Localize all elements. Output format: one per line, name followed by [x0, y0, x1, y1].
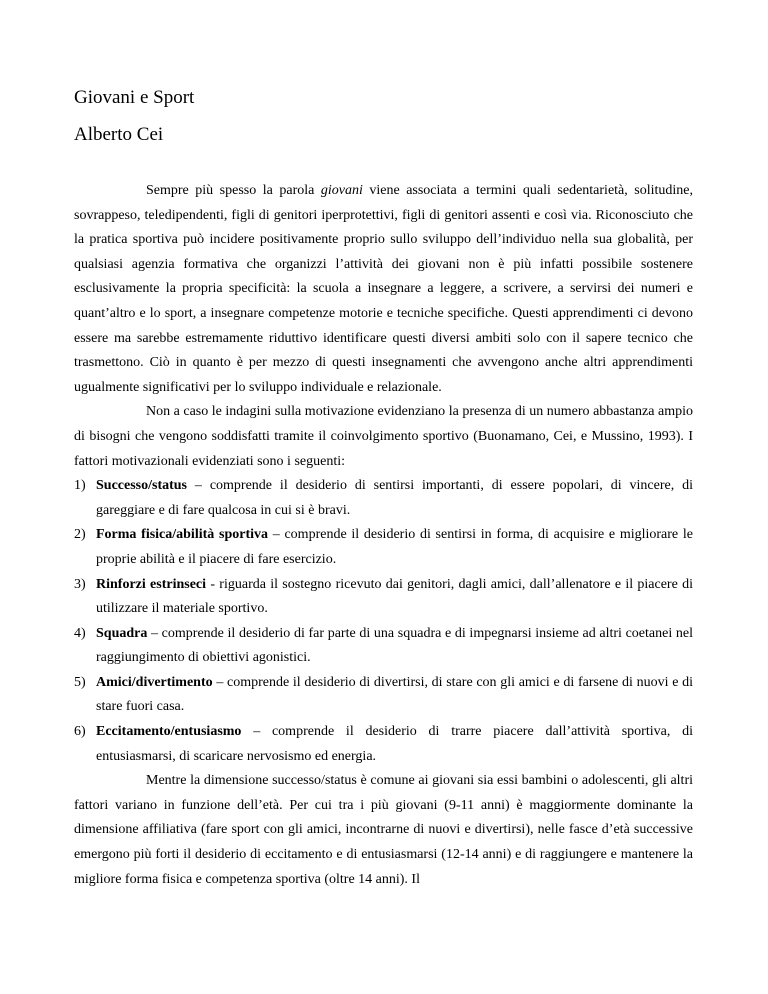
factor-term: Eccitamento/entusiasmo [96, 724, 242, 740]
factor-term: Successo/status [96, 478, 188, 494]
list-item: 3) Rinforzi estrinseci - riguarda il sostegno ricevuto dai genitori, dagli amici, dall’allenatore e il piacere di utilizzare il materiale sportivo. [74, 576, 693, 617]
document-body [74, 179, 693, 892]
document-author: Alberto Cei [74, 124, 164, 145]
factor-term: Forma fisica/abilità sportiva [96, 527, 268, 543]
factor-term: Squadra [96, 625, 148, 641]
paragraph-motivation: Non a caso le indagini sulla motivazione evidenziano la presenza di un numero abbastanza ampio di bisogni che vengono soddisfatti tramite il coinvolgimento sportivo (Buonamano, Cei, e Mussino, 1993). I fattori motivazionali evidenziati sono i seguenti: [74, 404, 693, 469]
factor-term: Amici/divertimento [96, 674, 213, 690]
paragraph-age: Mentre la dimensione successo/status è comune ai giovani sia essi bambini o adolescenti, gli altri fattori variano in funzione dell’età. Per cui tra i più giovani (9-11 anni) è maggiormente dominante la dimensione affiliativa (fare sport con gli amici, incontrarne di nuovi e divertirsi), nelle fasce d’età successive emergono più forti il desiderio di eccitamento e di entusiasmarsi (12-14 anni) e di raggiungere e mantenere la migliore forma fisica e competenza sportiva (oltre 14 anni). Il [74, 773, 693, 887]
list-item: 1) Successo/status – comprende il desiderio di sentirsi importanti, di essere popolari, di vincere, di gareggiare e di fare qualcosa in cui si è bravi. [74, 478, 693, 518]
list-item: 6) Eccitamento/entusiasmo – comprende il desiderio di trarre piacere dall’attività sportiva, di entusiasmarsi, di scaricare nervosismo ed energia. [74, 724, 693, 764]
factor-list [74, 474, 693, 769]
factor-term: Rinforzi estrinseci [96, 576, 207, 592]
paragraph-intro: Sempre più spesso la parola giovani viene associata a termini quali sedentarietà, solitudine, sovrappeso, teledipendenti, figli di genitori iperprotettivi, figli di genitori assenti e così via. Riconosciuto che la pratica sportiva può incidere positivamente proprio sullo sviluppo dell’individuo nella sua globalità, per qualsiasi agenzia formativa che organizzi l’attività dei giovani non è più infatti possibile sostenere esclusivamente la propria specificità: la scuola a insegnare a leggere, a scrivere, a servirsi dei numeri e quant’altro e lo sport, a insegnare competenze motorie e tecniche specifiche. Questi apprendimenti ci devono essere ma sarebbe estremamente riduttivo identificare questi diversi ambiti solo con il sapere tecnico che trasmettono. Ciò in quanto è per mezzo di questi insegnamenti che avvengono anche altri apprendimenti ugualmente significativi per lo sviluppo individuale e relazionale. [74, 183, 694, 395]
italic-term: giovani [320, 183, 363, 198]
list-item: 4) Squadra – comprende il desiderio di far parte di una squadra e di impegnarsi insieme ad altri coetanei nel raggiungimento di obiettivi agonistici. [74, 625, 693, 666]
document-title: Giovani e Sport [74, 87, 195, 108]
list-item: 2) Forma fisica/abilità sportiva – comprende il desiderio di sentirsi in forma, di acquisire e migliorare le proprie abilità e il piacere di fare esercizio. [74, 527, 693, 567]
list-item: 5) Amici/divertimento – comprende il desiderio di divertirsi, di stare con gli amici e di farsene di nuovi e di stare fuori casa. [74, 674, 693, 715]
